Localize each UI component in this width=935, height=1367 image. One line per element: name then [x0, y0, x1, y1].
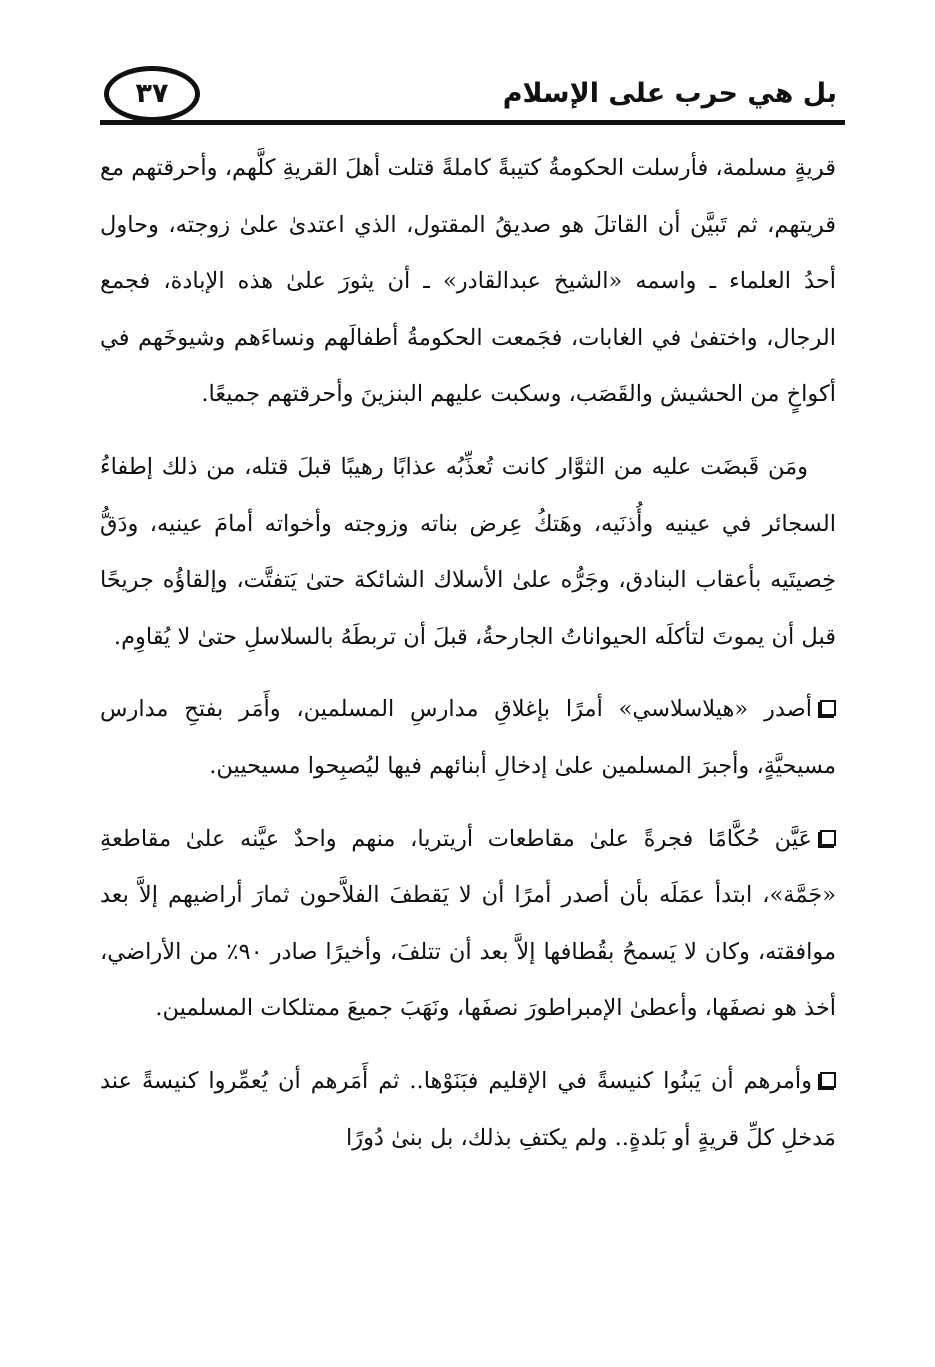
paragraph-text: قريةٍ مسلمة، فأرسلت الحكومةُ كتيبةً كاملةً قتلت أهلَ القريةِ كلَّهم، وأحرقتهم مع قريتهم، ثم تَبيَّن أن القاتلَ هو صديقُ المقتول، الذي اعتدىٰ علىٰ زوجته، وحاول أحدُ العلماء ـ واسمه «الشيخ عبدالقادر» ـ أن يثورَ علىٰ هذه الإبادة، فجمع الرجال، واختفىٰ في الغابات، فجَمعت الحكومةُ أطفالَهم ونساءَهم وشيوخَهم في أكواخٍ من الحشيش والقَصَب، وسكبت عليهم البنزينَ وأحرقتهم جميعًا. [100, 155, 836, 408]
paragraph-1 [100, 140, 836, 423]
paragraph-text: أصدر «هيلاسلاسي» أمرًا بإغلاقِ مدارسِ المسلمين، وأَمَر بفتحِ مدارس مسيحيَّةٍ، وأجبرَ المسلمين علىٰ إدخالِ أبنائهم فيها ليُصبِحوا مسيحيين. [100, 696, 836, 779]
page-header [100, 62, 845, 132]
square-bullet-icon [820, 1072, 836, 1088]
body-text [100, 140, 836, 1182]
paragraph-text: ومَن قَبضَت عليه من الثوَّار كانت تُعذِّبُه عذابًا رهيبًا قبلَ قتله، من ذلك إطفاءُ السجائر في عينيه وأُذنَيه، وهَتكُ عِرض بناته وزوجته وأخواته أمامَ عينيه، ودَقُّ خِصيتَيه بأعقاب البنادق، وجَرُّه علىٰ الأسلاك الشائكة حتىٰ يَتفتَّت، وإلقاؤُه جريحًا قبل أن يموتَ لتأكلَه الحيواناتُ الجارحةُ، قبلَ أن تربطَهُ بالسلاسلِ حتىٰ لا يُقاوِم. [100, 453, 836, 650]
paragraph-5 [100, 1053, 836, 1166]
paragraph-text: وأمرهم أن يَبنُوا كنيسةً في الإقليم فبَنَوْها.. ثم أَمَرهم أن يُعمِّروا كنيسةً عند مَدخلِ كلِّ قريةٍ أو بَلدةٍ.. ولم يكتفِ بذلك، بل بنىٰ دُورًا [100, 1067, 836, 1151]
paragraph-text: عَيَّن حُكَّامًا فجرةً علىٰ مقاطعات أريتريا، منهم واحدٌ عيَّنه علىٰ مقاطعةِ «جَمَّة»، ابتدأ عمَلَه بأن أصدر أمرًا أن لا يَقطفَ الفلاَّحون ثمارَ أراضيهم إلاَّ بعد موافقته، وكان لا يَسمحُ بقُطافها إلاَّ بعد أن تتلفَ، وأخيرًا صادر ٩٠٪ من الأراضي، أخذ هو نصفَها، وأعطىٰ الإمبراطورَ نصفَها، ونَهَبَ جميعَ ممتلكات المسلمين. [100, 825, 837, 1022]
square-bullet-icon [820, 700, 836, 716]
page-number-badge [104, 66, 200, 122]
square-bullet-icon [820, 830, 836, 846]
paragraph-2 [100, 439, 836, 665]
paragraph-4 [100, 811, 836, 1037]
paragraph-3 [100, 681, 836, 794]
running-title: بل هي حرب على الإسلام [502, 78, 837, 109]
page-number: ٣٧ [135, 78, 169, 109]
header-rule [100, 120, 845, 125]
